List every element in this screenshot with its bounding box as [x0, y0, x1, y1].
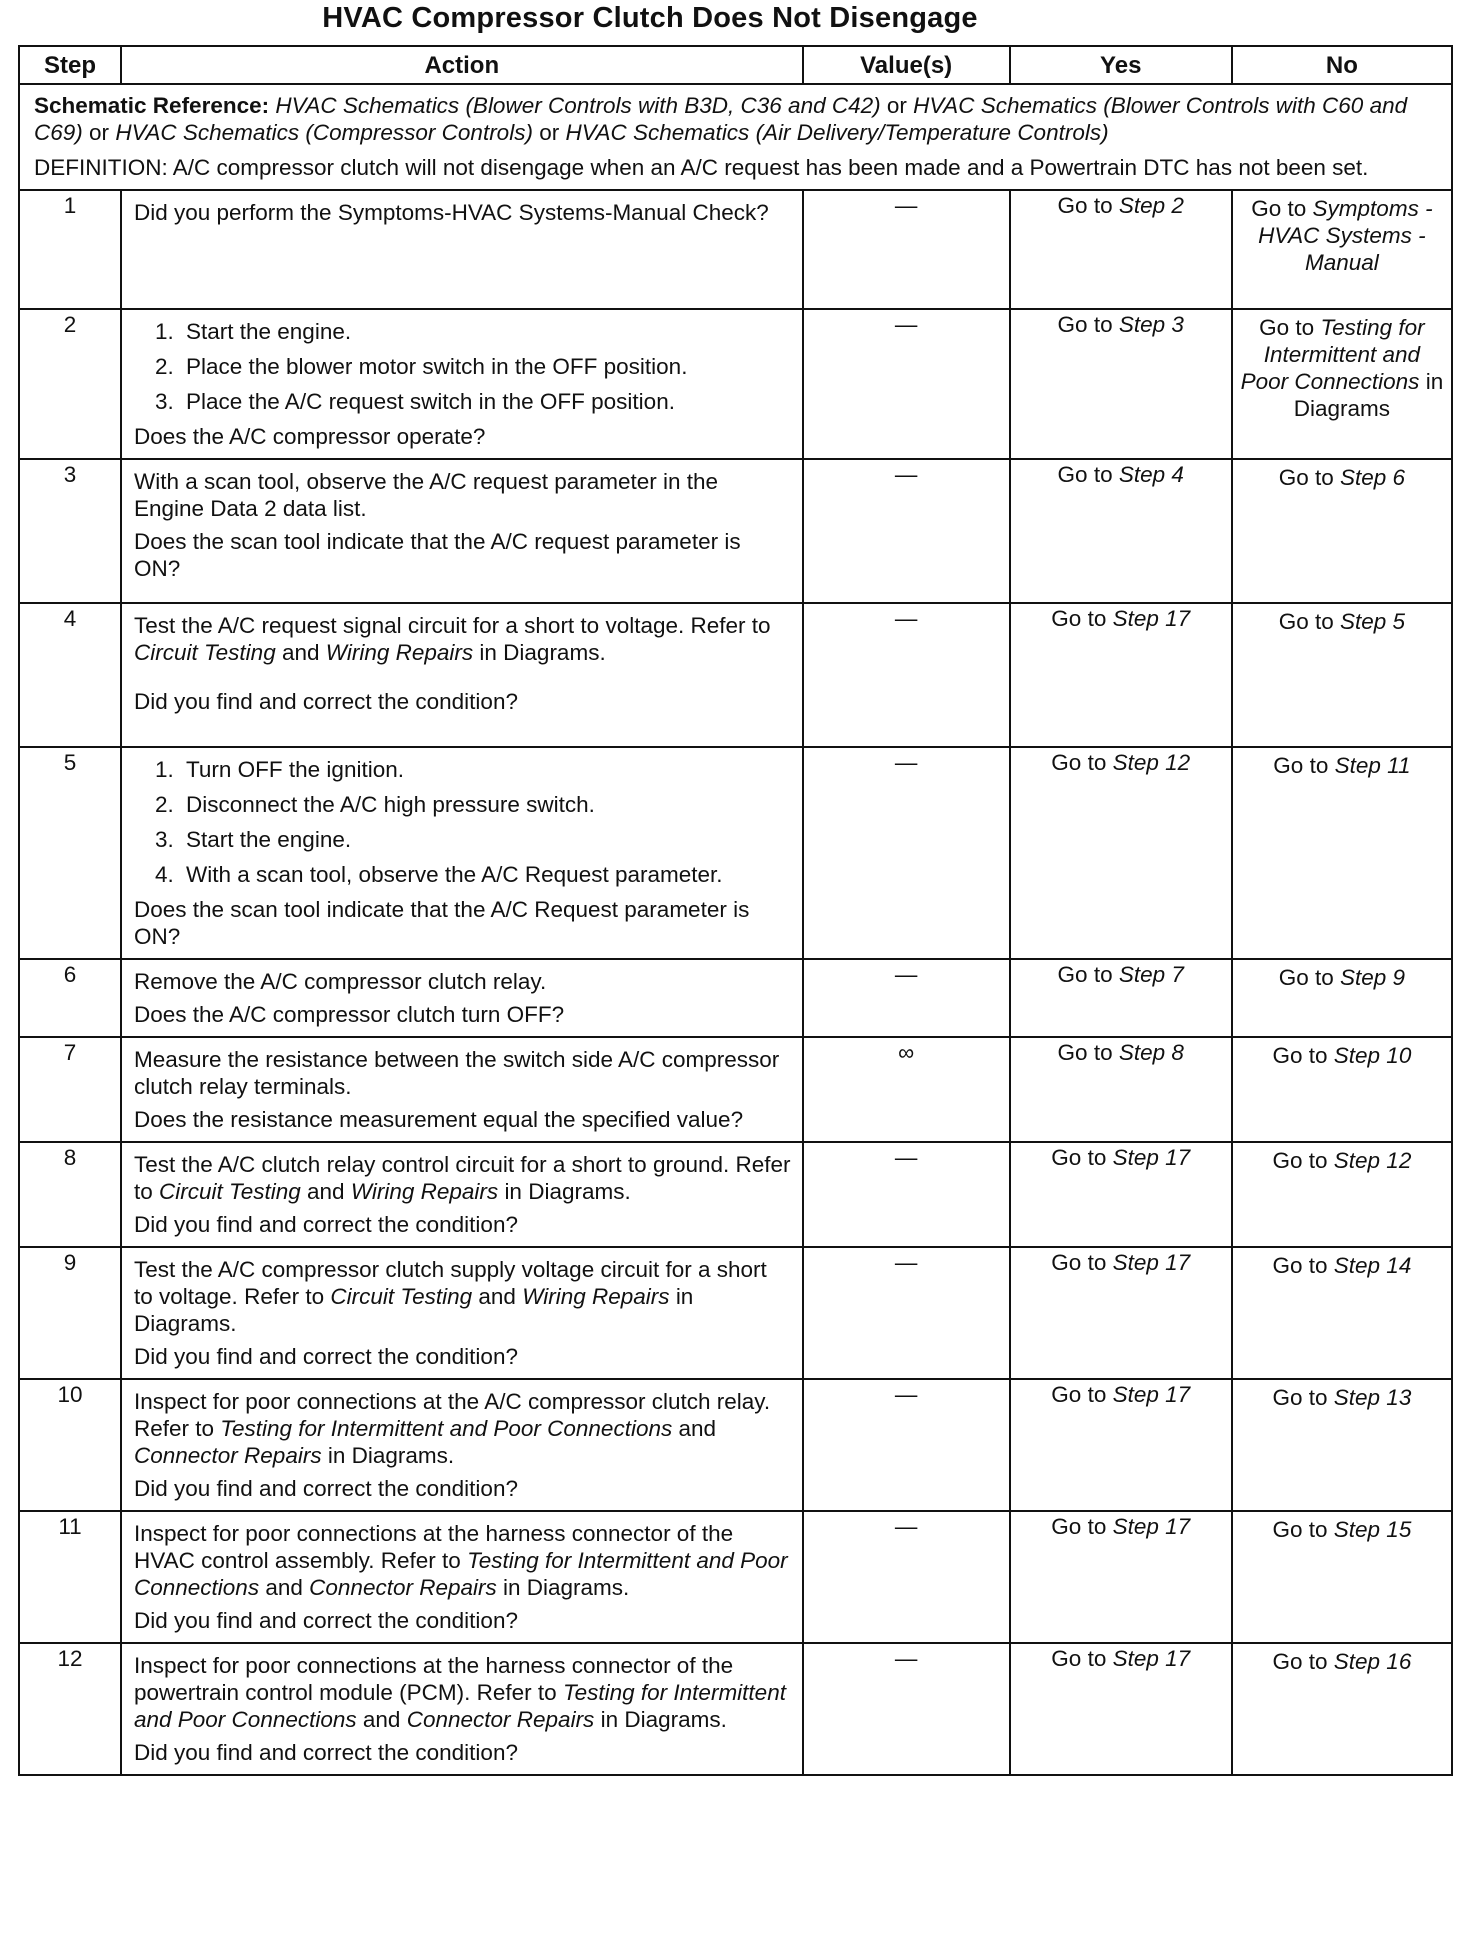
go-to-label: Go to	[1051, 1382, 1107, 1407]
value-cell: —	[803, 1379, 1010, 1511]
wiring-repairs-link[interactable]: Wiring Repairs	[350, 1179, 499, 1204]
no-cell	[1232, 959, 1452, 1037]
action-text	[134, 1652, 792, 1733]
refer-to-text: Refer to	[244, 1284, 325, 1309]
step-row-2	[19, 309, 1452, 459]
testing-intermittent-link[interactable]: Testing for Intermittent and Poor Connections	[133, 1548, 788, 1600]
action-question: Did you find and correct the condition?	[133, 1740, 518, 1765]
action-question: Did you find and correct the condition?	[133, 1344, 518, 1369]
yes-cell	[1010, 1037, 1232, 1142]
header-action: Action	[121, 46, 803, 84]
or-text: or	[539, 120, 560, 145]
step-number: 1	[19, 190, 121, 309]
go-to-label: Go to	[1051, 750, 1107, 775]
no-cell	[1232, 1247, 1452, 1379]
yes-link[interactable]: Step 8	[1118, 1040, 1184, 1065]
yes-cell	[1010, 959, 1232, 1037]
yes-link[interactable]: Step 7	[1118, 962, 1184, 987]
and-text: and	[478, 1284, 516, 1309]
value-cell: —	[803, 603, 1010, 747]
yes-link[interactable]: Step 17	[1112, 1514, 1191, 1539]
or-text: or	[886, 93, 907, 118]
action-question: Does the A/C compressor operate?	[133, 424, 486, 449]
header-step: Step	[19, 46, 121, 84]
header-values: Value(s)	[803, 46, 1010, 84]
header-no: No	[1232, 46, 1452, 84]
no-link[interactable]: Step 16	[1333, 1649, 1412, 1674]
schematic-reference	[34, 92, 1437, 146]
no-link[interactable]: Step 13	[1333, 1385, 1412, 1410]
schematic-link-2[interactable]: HVAC Schematics (Blower Controls with C60 and C69)	[34, 93, 1408, 145]
refer-to-text: Refer to	[133, 1152, 791, 1204]
no-cell	[1232, 1643, 1452, 1775]
step-number: 5	[19, 747, 121, 959]
go-to-label: Go to	[1272, 1385, 1328, 1410]
yes-cell	[1010, 1643, 1232, 1775]
yes-cell	[1010, 1142, 1232, 1247]
action-list-item: 1. Turn OFF the ignition.	[180, 756, 792, 783]
step-number: 10	[19, 1379, 121, 1511]
spacer	[134, 666, 792, 688]
action-list-item: 3. Start the engine.	[180, 826, 792, 853]
step-row-3	[19, 459, 1452, 603]
go-to-label: Go to	[1272, 1649, 1328, 1674]
and-text: and	[281, 640, 320, 665]
value-cell: —	[803, 959, 1010, 1037]
action-list-item: 3. Place the A/C request switch in the OFF position.	[180, 388, 792, 415]
page-title: HVAC Compressor Clutch Does Not Disengage	[322, 2, 978, 34]
wiring-repairs-link[interactable]: Wiring Repairs	[522, 1284, 670, 1309]
action-sentence: Test the A/C compressor clutch supply voltage circuit for a short to voltage.	[133, 1257, 767, 1309]
step-number: 9	[19, 1247, 121, 1379]
no-suffix: in Diagrams	[1293, 369, 1444, 421]
schematic-link-3[interactable]: HVAC Schematics (Compressor Controls)	[115, 120, 533, 145]
value-cell: —	[803, 1511, 1010, 1643]
header-yes: Yes	[1010, 46, 1232, 84]
step-number: 8	[19, 1142, 121, 1247]
action-cell	[121, 459, 803, 603]
refer-to-text: Refer to	[690, 613, 771, 638]
step-number: 12	[19, 1643, 121, 1775]
testing-intermittent-link[interactable]: Testing for Intermittent and Poor Connections	[133, 1680, 786, 1732]
action-cell	[121, 1379, 803, 1511]
action-question: Did you find and correct the condition?	[133, 1212, 518, 1237]
yes-link[interactable]: Step 2	[1118, 193, 1184, 218]
step-row-4	[19, 603, 1452, 747]
go-to-label: Go to	[1051, 1145, 1107, 1170]
step-row-8	[19, 1142, 1452, 1247]
in-diagrams-text: in Diagrams.	[479, 640, 606, 665]
action-cell	[121, 1037, 803, 1142]
no-link[interactable]: Step 5	[1340, 609, 1406, 634]
step-row-9	[19, 1247, 1452, 1379]
step-row-10	[19, 1379, 1452, 1511]
no-cell	[1232, 1511, 1452, 1643]
action-text: Did you perform the Symptoms-HVAC Systems-Manual Check?	[133, 200, 769, 225]
action-cell	[121, 603, 803, 747]
connector-repairs-link[interactable]: Connector Repairs	[133, 1443, 322, 1468]
or-text: or	[89, 120, 110, 145]
yes-cell	[1010, 1379, 1232, 1511]
yes-cell	[1010, 1511, 1232, 1643]
action-list	[134, 756, 792, 888]
action-list-item: 2. Disconnect the A/C high pressure switch.	[180, 791, 792, 818]
no-link[interactable]: Step 14	[1333, 1253, 1412, 1278]
go-to-label: Go to	[1051, 1250, 1107, 1275]
action-text	[134, 612, 792, 666]
step-number: 7	[19, 1037, 121, 1142]
step-number: 11	[19, 1511, 121, 1643]
go-to-label: Go to	[1051, 606, 1107, 631]
go-to-label: Go to	[1278, 965, 1334, 990]
action-text	[134, 1520, 792, 1601]
no-link[interactable]: Step 6	[1340, 465, 1406, 490]
action-cell	[121, 1643, 803, 1775]
in-diagrams-text: in Diagrams.	[327, 1443, 455, 1468]
go-to-label: Go to	[1259, 315, 1315, 340]
step-number: 2	[19, 309, 121, 459]
action-question: Does the scan tool indicate that the A/C request parameter is ON?	[133, 529, 741, 581]
go-to-label: Go to	[1272, 1043, 1328, 1068]
go-to-label: Go to	[1272, 1253, 1328, 1278]
go-to-label: Go to	[1057, 1040, 1113, 1065]
go-to-label: Go to	[1057, 462, 1113, 487]
testing-intermittent-link[interactable]: Testing for Intermittent and Poor Connections	[220, 1416, 673, 1441]
action-sentence: Inspect for poor connections at the A/C compressor clutch relay.	[133, 1389, 771, 1414]
no-cell	[1232, 190, 1452, 309]
value-cell: —	[803, 747, 1010, 959]
go-to-label: Go to	[1057, 312, 1113, 337]
circuit-testing-link[interactable]: Circuit Testing	[133, 640, 276, 665]
action-list	[134, 318, 792, 415]
action-cell	[121, 959, 803, 1037]
wiring-repairs-link[interactable]: Wiring Repairs	[325, 640, 474, 665]
value-cell: ∞	[803, 1037, 1010, 1142]
no-link[interactable]: Step 11	[1334, 753, 1411, 778]
intro-cell	[19, 84, 1452, 190]
action-text: With a scan tool, observe the A/C request parameter in the Engine Data 2 data list.	[133, 469, 719, 521]
go-to-label: Go to	[1051, 1514, 1107, 1539]
value-cell: —	[803, 1142, 1010, 1247]
yes-cell	[1010, 309, 1232, 459]
no-link[interactable]: Step 15	[1333, 1517, 1412, 1542]
action-question: Did you find and correct the condition?	[133, 1608, 518, 1633]
no-link[interactable]: Testing for Intermittent and Poor Connections	[1240, 315, 1425, 394]
yes-link[interactable]: Step 4	[1118, 462, 1184, 487]
yes-link[interactable]: Step 17	[1112, 1145, 1191, 1170]
go-to-label: Go to	[1272, 1148, 1328, 1173]
no-cell	[1232, 1142, 1452, 1247]
go-to-label: Go to	[1051, 1646, 1107, 1671]
refer-to-text: Refer to	[133, 1416, 215, 1441]
action-cell	[121, 747, 803, 959]
schematic-link-1[interactable]: HVAC Schematics (Blower Controls with B3D, C36 and C42)	[275, 93, 881, 118]
action-sentence: Test the A/C request signal circuit for a short to voltage.	[133, 613, 685, 638]
circuit-testing-link[interactable]: Circuit Testing	[159, 1179, 301, 1204]
definition-text: DEFINITION: A/C compressor clutch will not disengage when an A/C request has been made and a Powertrain DTC has not been set.	[34, 155, 1369, 180]
action-question: Did you find and correct the condition?	[133, 1476, 518, 1501]
step-row-12	[19, 1643, 1452, 1775]
step-row-1	[19, 190, 1452, 309]
value-cell: —	[803, 459, 1010, 603]
step-row-5	[19, 747, 1452, 959]
schematic-label: Schematic Reference:	[34, 93, 270, 118]
no-link[interactable]: Symptoms - HVAC Systems - Manual	[1258, 196, 1433, 275]
go-to-label: Go to	[1272, 1517, 1328, 1542]
action-text: Remove the A/C compressor clutch relay.	[133, 969, 547, 994]
go-to-label: Go to	[1273, 753, 1329, 778]
no-link[interactable]: Step 10	[1333, 1043, 1412, 1068]
action-list-item: 4. With a scan tool, observe the A/C Request parameter.	[180, 861, 792, 888]
in-diagrams-text: in Diagrams.	[600, 1707, 727, 1732]
yes-cell	[1010, 459, 1232, 603]
step-number: 4	[19, 603, 121, 747]
action-question: Does the A/C compressor clutch turn OFF?	[133, 1002, 565, 1027]
no-cell	[1232, 309, 1452, 459]
yes-cell	[1010, 1247, 1232, 1379]
go-to-label: Go to	[1057, 193, 1113, 218]
action-cell	[121, 1511, 803, 1643]
value-cell: —	[803, 190, 1010, 309]
action-sentence: Inspect for poor connections at the harness connector of the HVAC control assembly.	[133, 1521, 734, 1573]
action-text	[134, 1388, 792, 1469]
yes-link[interactable]: Step 12	[1112, 750, 1191, 775]
connector-repairs-link[interactable]: Connector Repairs	[406, 1707, 595, 1732]
yes-cell	[1010, 190, 1232, 309]
in-diagrams-text: in Diagrams.	[503, 1575, 630, 1600]
go-to-label: Go to	[1278, 609, 1334, 634]
action-sentence: Inspect for poor connections at the harness connector of the powertrain control module (PCM).	[133, 1653, 734, 1705]
value-cell: —	[803, 1643, 1010, 1775]
connector-repairs-link[interactable]: Connector Repairs	[309, 1575, 497, 1600]
action-list-item: 1. Start the engine.	[180, 318, 792, 345]
action-list-item: 2. Place the blower motor switch in the OFF position.	[180, 353, 792, 380]
step-row-11	[19, 1511, 1452, 1643]
yes-link[interactable]: Step 3	[1118, 312, 1184, 337]
yes-link[interactable]: Step 17	[1112, 1382, 1191, 1407]
go-to-label: Go to	[1251, 196, 1307, 221]
yes-cell	[1010, 747, 1232, 959]
step-number: 6	[19, 959, 121, 1037]
action-cell	[121, 309, 803, 459]
and-text: and	[362, 1707, 401, 1732]
action-text	[134, 1256, 792, 1337]
step-number: 3	[19, 459, 121, 603]
no-cell	[1232, 459, 1452, 603]
and-text: and	[307, 1179, 345, 1204]
step-row-7	[19, 1037, 1452, 1142]
action-sentence: Test the A/C clutch relay control circuit for a short to ground.	[133, 1152, 730, 1177]
refer-to-text: Refer to	[380, 1548, 461, 1573]
action-text: Measure the resistance between the switch side A/C compressor clutch relay terminals.	[133, 1047, 780, 1099]
intro-row	[19, 84, 1452, 190]
action-text	[134, 1151, 792, 1205]
schematic-link-4[interactable]: HVAC Schematics (Air Delivery/Temperature Controls)	[565, 120, 1109, 145]
refer-to-text: Refer to	[476, 1680, 557, 1705]
yes-link[interactable]: Step 17	[1112, 606, 1191, 631]
and-text: and	[265, 1575, 303, 1600]
circuit-testing-link[interactable]: Circuit Testing	[330, 1284, 473, 1309]
step-row-6	[19, 959, 1452, 1037]
value-cell: —	[803, 309, 1010, 459]
and-text: and	[678, 1416, 717, 1441]
no-cell	[1232, 603, 1452, 747]
no-cell	[1232, 1379, 1452, 1511]
action-question: Does the resistance measurement equal the specified value?	[133, 1107, 744, 1132]
yes-link[interactable]: Step 17	[1112, 1250, 1191, 1275]
action-cell	[121, 1142, 803, 1247]
in-diagrams-text: in Diagrams.	[504, 1179, 631, 1204]
action-cell	[121, 190, 803, 309]
no-link[interactable]: Step 9	[1340, 965, 1406, 990]
go-to-label: Go to	[1057, 962, 1113, 987]
action-cell	[121, 1247, 803, 1379]
go-to-label: Go to	[1278, 465, 1334, 490]
value-cell: —	[803, 1247, 1010, 1379]
yes-link[interactable]: Step 17	[1112, 1646, 1191, 1671]
in-diagrams-text: in Diagrams.	[133, 1284, 694, 1336]
no-link[interactable]: Step 12	[1333, 1148, 1412, 1173]
yes-cell	[1010, 603, 1232, 747]
action-question: Did you find and correct the condition?	[133, 689, 518, 714]
no-cell	[1232, 1037, 1452, 1142]
diagnostic-table	[18, 45, 1453, 1776]
no-cell	[1232, 747, 1452, 959]
action-question: Does the scan tool indicate that the A/C Request parameter is ON?	[133, 897, 750, 949]
header-row	[19, 46, 1452, 84]
